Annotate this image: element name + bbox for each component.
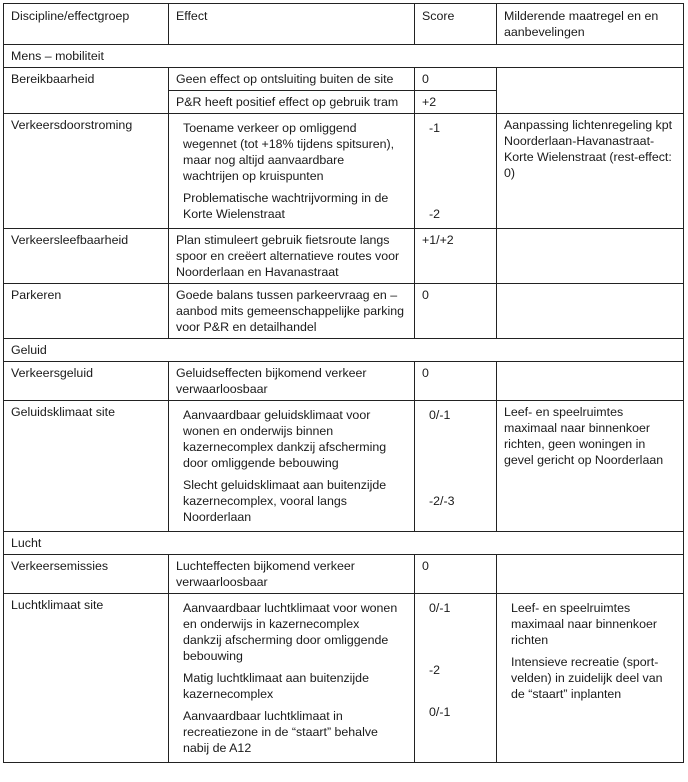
header-effect: Effect xyxy=(169,4,415,45)
table-row xyxy=(4,114,684,229)
score-cell xyxy=(415,594,497,763)
section-title: Mens – mobiliteit xyxy=(4,45,684,68)
table-row xyxy=(4,362,684,401)
discipline-cell: Bereikbaarheid xyxy=(4,68,169,114)
score-value: 0/-1 xyxy=(429,601,451,615)
effect-text: Aanvaardbaar geluidsklimaat voor wonen en onderwijs binnen kazernecomplex dankzij afscherming door omliggende bebouwing xyxy=(183,408,387,470)
score-cell: 0 xyxy=(415,68,497,91)
discipline-cell: Verkeersleefbaarheid xyxy=(4,229,169,284)
discipline-cell: Verkeersgeluid xyxy=(4,362,169,401)
header-measures: Milderende maatregel en en aanbevelingen xyxy=(497,4,684,45)
discipline-cell: Parkeren xyxy=(4,284,169,339)
measures-cell: Leef- en speelruimtes maximaal naar binnenkoer richten, geen woningen in gevel gericht op Noorderlaan xyxy=(497,401,684,532)
table-row xyxy=(4,68,684,91)
effect-text: Problematische wachtrijvorming in de Korte Wielenstraat xyxy=(183,191,389,221)
score-cell: 0 xyxy=(415,284,497,339)
score-value: -1 xyxy=(429,121,441,135)
effect-text: Aanvaardbaar luchtklimaat voor wonen en onderwijs in kazernecomplex dankzij afscherming door omliggende bebouwing xyxy=(183,601,398,663)
section-title: Lucht xyxy=(4,532,684,555)
measures-cell xyxy=(497,362,684,401)
measures-cell xyxy=(497,594,684,763)
measures-cell xyxy=(497,284,684,339)
score-cell: +2 xyxy=(415,91,497,114)
section-row xyxy=(4,532,684,555)
table-row xyxy=(4,284,684,339)
effects-table xyxy=(3,3,684,763)
section-row xyxy=(4,45,684,68)
score-cell: +1/+2 xyxy=(415,229,497,284)
score-value: -2 xyxy=(429,207,441,221)
effect-cell: Goede balans tussen parkeervraag en – aanbod mits gemeenschappelijke parking voor P&R en detailhandel xyxy=(169,284,415,339)
effect-cell: Luchteffecten bijkomend verkeer verwaarloosbaar xyxy=(169,555,415,594)
effect-text: Toename verkeer op omliggend wegennet (tot +18% tijdens spitsuren), maar nog altijd aanvaardbare wachtrijen op kruispunten xyxy=(183,121,395,183)
document-page xyxy=(3,3,684,763)
measures-cell xyxy=(497,68,684,114)
table-row xyxy=(4,555,684,594)
header-score: Score xyxy=(415,4,497,45)
effect-cell: Plan stimuleert gebruik fietsroute langs spoor en creëert alternatieve routes voor Noorderlaan en Havanastraat xyxy=(169,229,415,284)
effect-cell xyxy=(169,594,415,763)
discipline-cell: Luchtklimaat site xyxy=(4,594,169,763)
measure-text: Leef- en speelruimtes maximaal naar binnenkoer richten xyxy=(511,601,658,647)
score-value: -2/-3 xyxy=(429,494,455,508)
discipline-cell: Verkeersemissies xyxy=(4,555,169,594)
effect-cell xyxy=(169,401,415,532)
discipline-cell: Verkeersdoorstroming xyxy=(4,114,169,229)
effect-cell: Geluidseffecten bijkomend verkeer verwaarloosbaar xyxy=(169,362,415,401)
table-row xyxy=(4,594,684,763)
header-row xyxy=(4,4,684,45)
score-cell xyxy=(415,114,497,229)
score-value: 0/-1 xyxy=(429,408,451,422)
score-cell: 0 xyxy=(415,362,497,401)
score-cell: 0 xyxy=(415,555,497,594)
section-title: Geluid xyxy=(4,339,684,362)
header-discipline: Discipline/effectgroep xyxy=(4,4,169,45)
measure-text: Intensieve recreatie (sport-velden) in zuidelijk deel van de “staart” inplanten xyxy=(511,655,663,701)
effect-text: Slecht geluidsklimaat aan buitenzijde kazernecomplex, vooral langs Noorderlaan xyxy=(183,478,387,524)
measures-cell xyxy=(497,229,684,284)
effect-cell: P&R heeft positief effect op gebruik tram xyxy=(169,91,415,114)
effect-cell: Geen effect op ontsluiting buiten de site xyxy=(169,68,415,91)
effect-text: Matig luchtklimaat aan buitenzijde kazernecomplex xyxy=(183,671,369,701)
effect-text: Aanvaardbaar luchtklimaat in recreatiezone in de “staart” behalve nabij de A12 xyxy=(183,709,378,755)
measures-cell: Aanpassing lichtenregeling kpt Noorderlaan-Havanastraat-Korte Wielenstraat (rest-effect: 0) xyxy=(497,114,684,229)
measures-cell xyxy=(497,555,684,594)
table-row xyxy=(4,229,684,284)
discipline-cell: Geluidsklimaat site xyxy=(4,401,169,532)
score-value: -2 xyxy=(429,663,441,677)
score-value: 0/-1 xyxy=(429,705,451,719)
section-row xyxy=(4,339,684,362)
score-cell xyxy=(415,401,497,532)
table-row xyxy=(4,401,684,532)
effect-cell xyxy=(169,114,415,229)
